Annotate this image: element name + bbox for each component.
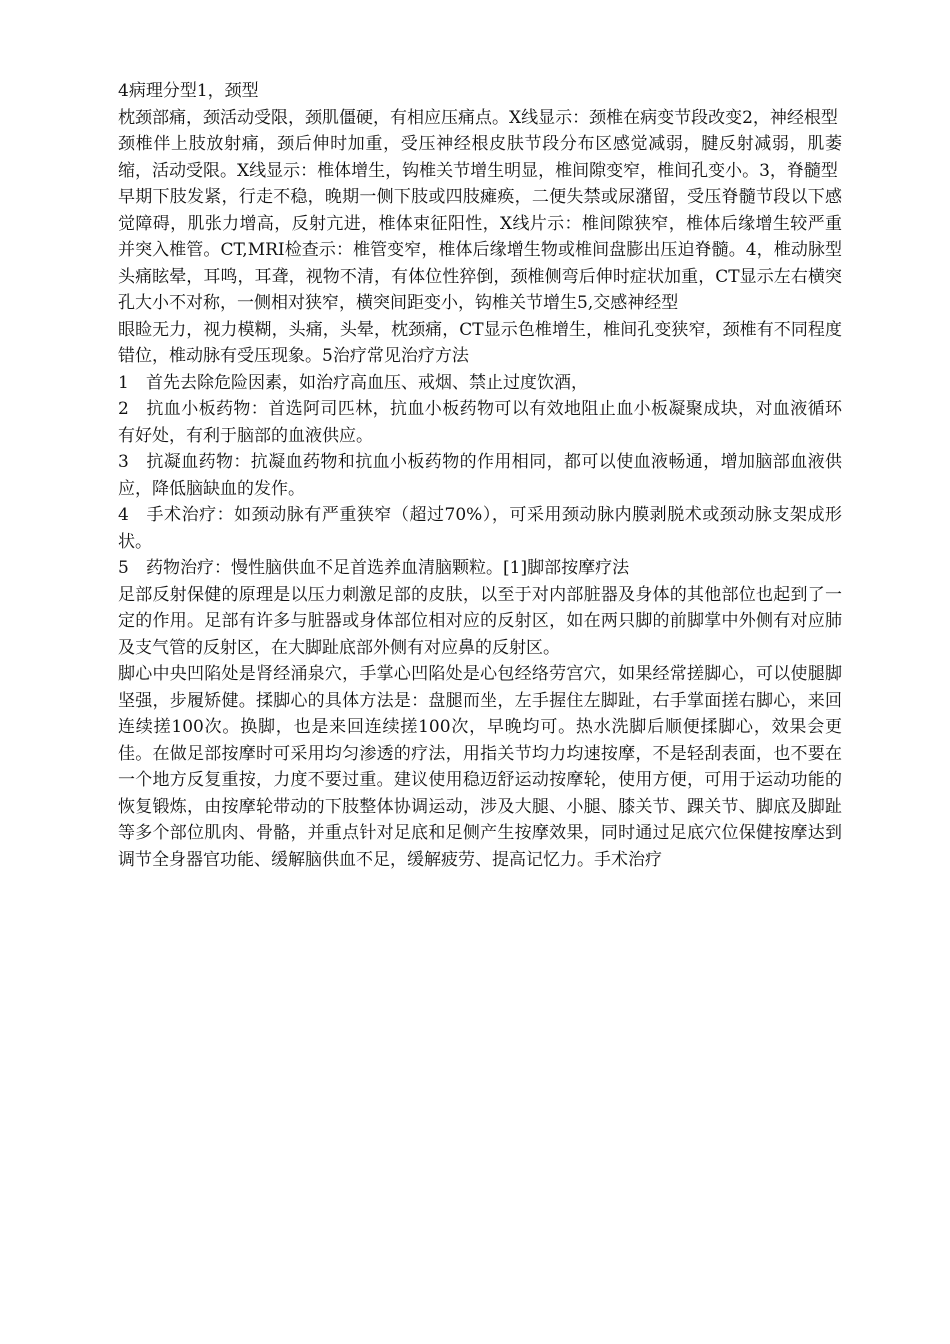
treatment-list [118, 370, 842, 582]
paragraph: 早期下肢发紧，行走不稳，晚期一侧下肢或四肢瘫痪，二便失禁或尿潴留，受压脊髓节段以下感觉障碍，肌张力增高，反射亢进，椎体束征阳性，X线片示：椎间隙狭窄，椎体后缘增生较严重并突入椎管。CT,MRI检查示：椎管变窄，椎体后缘增生物或椎间盘膨出压迫脊髓。4，椎动脉型头痛眩晕，耳鸣，耳聋，视物不清，有体位性猝倒，颈椎侧弯后伸时症状加重，CT显示左右横突孔大小不对称，一侧相对狭窄，横突间距变小，钩椎关节增生5,交感神经型 [118, 187, 842, 313]
list-item [118, 396, 842, 449]
list-item-number: 1 [118, 372, 129, 393]
list-item-text: 抗血小板药物：首选阿司匹林，抗血小板药物可以有效地阻止血小板凝聚成块，对血液循环有好处，有利于脑部的血液供应。 [118, 399, 842, 446]
list-item-text: 药物治疗：慢性脑供血不足首选养血清脑颗粒。[1]脚部按摩疗法 [146, 558, 630, 578]
list-item-number: 4 [118, 505, 129, 525]
list-item [118, 502, 842, 555]
list-item-text: 抗凝血药物：抗凝血药物和抗血小板药物的作用相同，都可以使血液畅通，增加脑部血液供应，降低脑缺血的发作。 [118, 452, 842, 499]
list-item-number: 5 [118, 558, 129, 578]
list-item-number: 3 [118, 452, 129, 472]
list-item-text: 手术治疗：如颈动脉有严重狭窄（超过70%），可采用颈动脉内膜剥脱术或颈动脉支架成形状。 [118, 505, 842, 552]
list-item [118, 555, 842, 582]
paragraph: 颈椎伴上肢放射痛，颈后伸时加重，受压神经根皮肤节段分布区感觉减弱，腱反射减弱，肌萎缩，活动受限。X线显示：椎体增生，钩椎关节增生明显，椎间隙变窄，椎间孔变小。3，脊髓型 [118, 134, 842, 181]
list-item [118, 370, 842, 397]
list-item-text: 首先去除危险因素，如治疗高血压、戒烟、禁止过度饮酒， [146, 372, 588, 393]
list-item [118, 449, 842, 502]
paragraph: 脚心中央凹陷处是肾经涌泉穴，手掌心凹陷处是心包经络劳宫穴，如果经常搓脚心，可以使腿脚坚强，步履矫健。揉脚心的具体方法是：盘腿而坐，左手握住左脚趾，右手掌面搓右脚心，来回连续搓100次。换脚，也是来回连续搓100次，早晚均可。热水洗脚后顺便揉脚心，效果会更佳。在做足部按摩时可采用均匀渗透的疗法，用指关节均力均速按摩，不是轻刮表面，也不要在一个地方反复重按，力度不要过重。建议使用稳迈舒运动按摩轮，使用方便，可用于运动功能的恢复锻炼，由按摩轮带动的下肢整体协调运动，涉及大腿、小腿、膝关节、踝关节、脚底及脚趾等多个部位肌肉、骨骼，并重点针对足底和足侧产生按摩效果，同时通过足底穴位保健按摩达到调节全身器官功能、缓解脑供血不足，缓解疲劳、提高记忆力。手术治疗 [118, 664, 842, 870]
paragraph: 枕颈部痛，颈活动受限，颈肌僵硬，有相应压痛点。X线显示：颈椎在病变节段改变2，神经根型 [118, 107, 838, 128]
paragraph-heading: 4病理分型1，颈型 [118, 81, 259, 101]
paragraph: 眼睑无力，视力模糊，头痛，头晕，枕颈痛，CT显示色椎增生，椎间孔变狭窄，颈椎有不同程度错位，椎动脉有受压现象。5治疗常见治疗方法 [118, 319, 842, 366]
paragraph: 足部反射保健的原理是以压力刺激足部的皮肤，以至于对内部脏器及身体的其他部位也起到了一定的作用。足部有许多与脏器或身体部位相对应的反射区，如在两只脚的前脚掌中外侧有对应肺及支气管的反射区，在大脚趾底部外侧有对应鼻的反射区。 [118, 584, 842, 658]
list-item-number: 2 [118, 399, 129, 419]
document-body [118, 78, 842, 873]
